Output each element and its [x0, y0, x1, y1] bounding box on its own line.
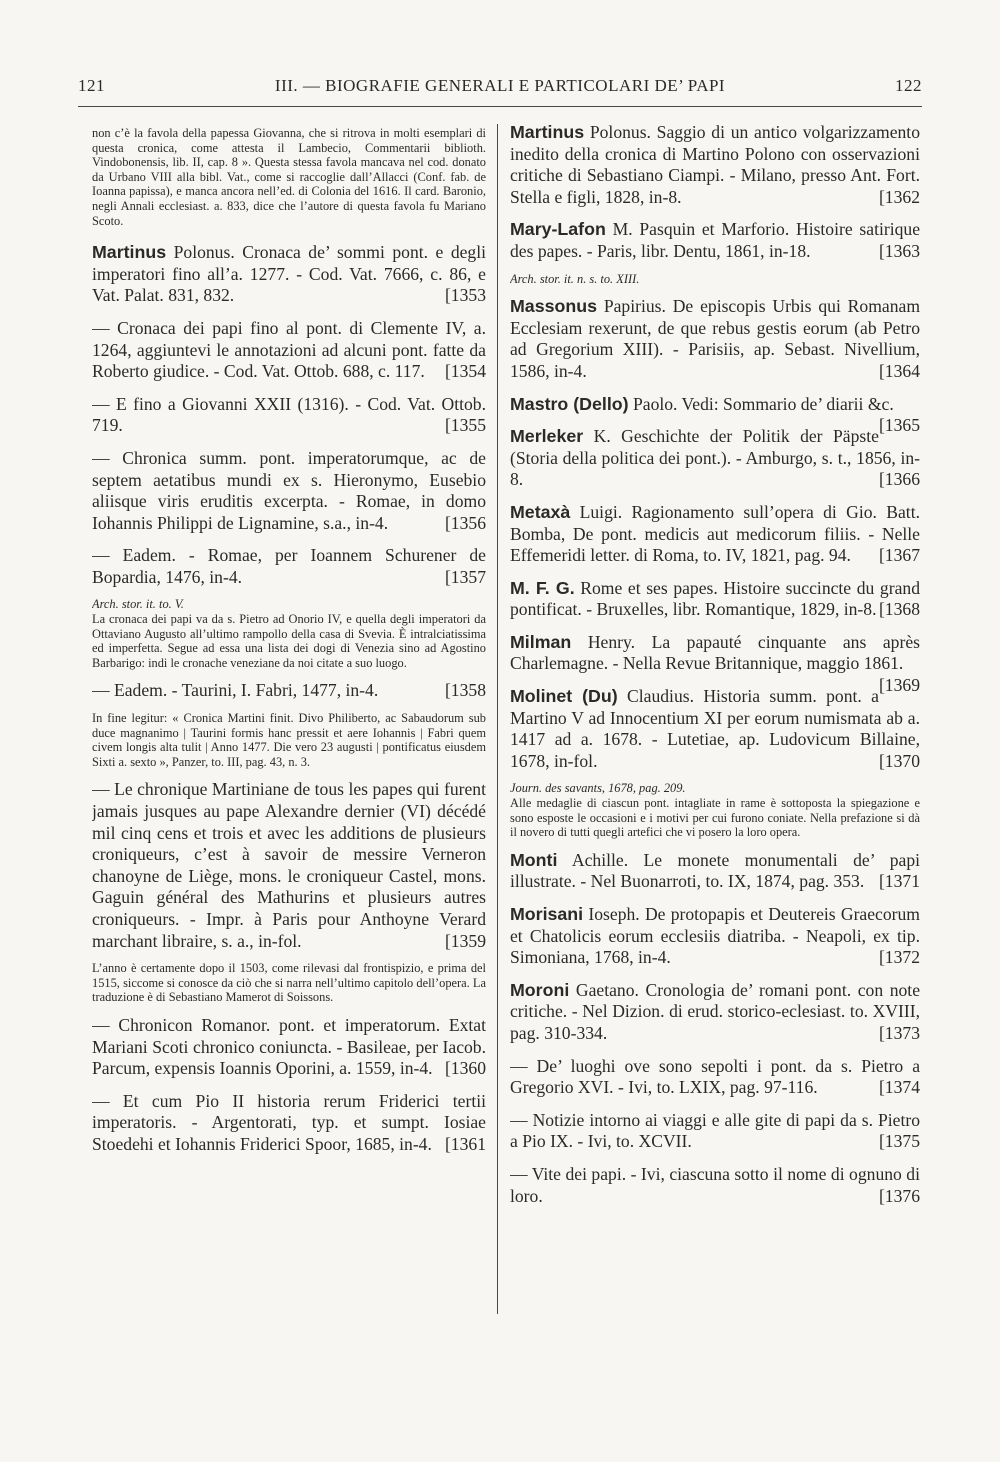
- entry-number: [1369: [878, 675, 920, 696]
- entry-number: [1370: [878, 750, 920, 771]
- entry-text: — Chronicon Romanor. pont. et imperatorum. Extat Mariani Scoti chronico coniuncta. - Basileae, per Iacob. Parcum, expensis Ioannis Oporini, a. 1559, in-4.: [92, 1014, 486, 1079]
- entry-text: M. Pasquin et Marforio. Histoire satirique des papes. - Paris, libr. Dentu, 1861, in-18.: [510, 219, 920, 261]
- entry-author: Morisani: [510, 904, 584, 924]
- entry-number: [1356: [444, 512, 486, 533]
- left-column: [92, 122, 486, 1342]
- entry-text: — Chronica summ. pont. imperatorumque, ac de septem aetatibus mundi ex s. Hieronymo, Eusebio aliisque viris eruditis excerpta. - Romae, in domo Iohannis Philippi de Lignamine, s.a., in-4.: [92, 447, 486, 533]
- entry-number: [1362: [878, 186, 920, 207]
- bibliography-entry: [510, 393, 920, 436]
- entry-author: Metaxà: [510, 501, 571, 522]
- entry-text: Claudius. Historia summ. pont. a Martino V ad Innocentium XI per eorum numismata ab a. 1417 ad a. 1678. - Lutetiae, ap. Ludovicum Billaine, 1678, in-fol.: [510, 686, 920, 771]
- bibliography-entry: [92, 1091, 486, 1156]
- entry-number: [1355: [444, 415, 486, 436]
- entry-note-text: La cronaca dei papi va da s. Pietro ad Onorio IV, e quella degli imperatori da Ottaviano Augusto all’ultimo rampollo della casa di Svevia. È intralciatissima ed imperfetta. Segue ad essa una lista dei dogi di Venezia sino ad Agostino Barbarigo: indi le cronache veneziane da noi citate a suo luogo.: [92, 612, 486, 670]
- bibliography-entry: [510, 980, 920, 1045]
- entry-reference: Journ. des savants, 1678, pag. 209.: [510, 781, 686, 796]
- bibliography-entry: [92, 242, 486, 307]
- entry-text: Ioseph. De protopapis et Deutereis Graecorum et Chatolicis eorum ecclesiis diatriba. - Neapoli, ex tip. Simoniana, 1768, in-4.: [510, 904, 920, 968]
- entry-text: — Et cum Pio II historia rerum Friderici tertii imperatoris. - Argentorati, typ. et sumpt. Iosiae Stoedehi et Iohannis Friderici Spoor, 1685, in-4.: [92, 1090, 486, 1154]
- bibliography-entry: [510, 1164, 920, 1207]
- entry-author: Mary-Lafon: [510, 219, 606, 240]
- bibliography-entry: [92, 1015, 486, 1080]
- bibliography-entry: [510, 296, 920, 382]
- entry-number: [1354: [444, 361, 486, 382]
- entry-note-text: Alle medaglie di ciascun pont. intagliate in rame è sottoposta la spiegazione e sono esposte le occasioni e i motivi per cui furono coniate. Nella prefazione si dà il novero di tutti quegli artefici che vi posero la loro opera.: [510, 796, 920, 840]
- entry-author: Monti: [510, 849, 558, 870]
- entry-number: [1372: [878, 947, 920, 968]
- entry-author: Martinus: [92, 242, 167, 263]
- bibliography-entry: [510, 1056, 920, 1099]
- entry-text: Luigi. Ragionamento sull’opera di Gio. Batt. Bomba, De pont. medicis aut medicorum filiis. - Nelle Effemeridi letter. di Roma, to. IV, 1821, pag. 94.: [510, 501, 920, 566]
- bibliography-entry: [510, 1110, 920, 1153]
- column-divider: [497, 124, 498, 1314]
- header-rule: [78, 106, 922, 107]
- entry-text: — Le chronique Martiniane de tous les papes qui furent jamais jusques au pape Alexandre dernier (VI) décédé mil cinq cens et trois et avec les additions de plusieurs croniqueurs, c’est à savoir de messire Verneron chanoyne de Liège, mons. le croniqueur Castel, mons. Gaguin général des Mathurins et plusieurs autres croniqueurs. - Impr. à Paris pour Anthoyne Verard marchant libraire, s. a., in-fol.: [92, 779, 486, 951]
- entry-author: Molinet (Du): [510, 686, 618, 707]
- entry-text: Achille. Le monete monumentali de’ papi illustrate. - Nel Buonarroti, to. IX, 1874, pag. 353.: [510, 849, 920, 892]
- entry-number: [1363: [878, 240, 920, 261]
- entry-author: Martinus: [510, 122, 585, 142]
- bibliography-entry: [510, 904, 920, 969]
- entry-number: [1358: [444, 680, 486, 701]
- entry-text: — Cronaca dei papi fino al pont. di Clemente IV, a. 1264, aggiuntevi le annotazioni ad alcuni pont. fatte da Roberto giudice. - Cod. Vat. Ottob. 688, c. 117.: [92, 317, 486, 382]
- entry-number: [1375: [878, 1131, 920, 1152]
- entry-number: [1368: [878, 599, 920, 620]
- entry-number: [1365: [878, 415, 920, 436]
- entry-author: Merleker: [510, 426, 584, 447]
- left-entries: [92, 242, 486, 1155]
- entry-number: [1366: [878, 469, 920, 490]
- entry-number: [1376: [878, 1185, 920, 1206]
- running-title: III. — BIOGRAFIE GENERALI E PARTICOLARI DE’ PAPI: [274, 76, 726, 95]
- entry-text: — E fino a Giovanni XXII (1316). - Cod. Vat. Ottob. 719.: [92, 393, 486, 436]
- entry-note-text: In fine legitur: « Cronica Martini finit. Divo Philiberto, ac Sabaudorum sub duce magnanimo | Taurini formis hanc pressit et aere Iohannis | Fabri quem civem longis alta tulit | Anno 1477. Die vero 23 augusti | pontificatus eiusdem Sixti a. sexto », Panzer, to. III, pag. 43, n. 3.: [92, 711, 486, 769]
- entry-number: [1364: [878, 360, 920, 381]
- page-number-left: 121: [78, 76, 105, 95]
- entry-note: [510, 781, 920, 839]
- entry-number: [1373: [878, 1022, 920, 1043]
- entry-author: Massonus: [510, 296, 597, 317]
- entry-text: — De’ luoghi ove sono sepolti i pont. da s. Pietro a Gregorio XVI. - Ivi, to. LXIX, pag. 97-116.: [510, 1055, 920, 1098]
- entry-author: M. F. G.: [510, 577, 575, 598]
- entry-text: Henry. La papauté cinquante ans après Charlemagne. - Nella Revue Britannique, maggio 1861.: [510, 631, 920, 674]
- bibliography-entry: [510, 686, 920, 772]
- entry-text: Gaetano. Cronologia de’ romani pont. con note critiche. - Nel Dizion. di erud. storico-eclesiast. to. XVIII, pag. 310-334.: [510, 979, 920, 1043]
- entry-number: [1371: [878, 871, 920, 892]
- bibliography-entry: [92, 318, 486, 383]
- bibliography-entry: [510, 631, 920, 696]
- entry-text: Paolo. Vedi: Sommario de’ diarii &c.: [632, 393, 894, 414]
- entry-text: — Eadem. - Romae, per Ioannem Schurener de Bopardia, 1476, in-4.: [92, 545, 486, 587]
- entry-number: [1353: [444, 285, 486, 306]
- bibliography-entry: [92, 545, 486, 588]
- continued-note: non c’è la favola della papessa Giovanna, che si ritrova in molti esemplari di questa cronica, come attesta il Lambecio, Commentarii biblioth. Vindobonensis, lib. II, cap. 8 ». Questa stessa favola mancava nel cod. donato da Urbano VIII alla bibl. Vat., come si raccoglie dall’Allacci (Conf. fab. de Ioanna papissa), e manca ancora nell’ed. di Colonia del 1616. Il card. Baronio, negli Annali ecclesiast. a. 833, dice che l’autore di questa favola fu Mariano Scoto.: [92, 126, 486, 228]
- entry-text: Polonus. Saggio di un antico volgarizzamento inedito della cronica di Martino Polono con osservazioni critiche di Sebastiano Ciampi. - Milano, presso Ant. Fort. Stella e figli, 1828, in-8.: [510, 122, 920, 207]
- bibliography-entry: [510, 578, 920, 621]
- entry-text: Polonus. Cronaca de’ sommi pont. e degli imperatori fino all’a. 1277. - Cod. Vat. 7666, c. 86, e Vat. Palat. 831, 832.: [92, 242, 486, 306]
- entry-text: K. Geschichte der Politik der Päpste (Storia della politica dei pont.). - Amburgo, s. t., 1856, in-8.: [510, 426, 920, 490]
- bibliography-entry: [92, 779, 486, 952]
- entry-note: [92, 961, 486, 1005]
- entry-reference: Arch. stor. it. n. s. to. XIII.: [510, 271, 640, 286]
- entry-number: [1357: [444, 566, 486, 587]
- entry-number: [1359: [444, 930, 486, 951]
- entry-note: [92, 597, 486, 670]
- entry-text: — Notizie intorno ai viaggi e alle gite di papi da s. Pietro a Pio IX. - Ivi, to. XCVII.: [510, 1109, 920, 1152]
- entry-number: [1361: [444, 1133, 486, 1154]
- right-column: [510, 122, 920, 1342]
- entry-text: — Vite dei papi. - Ivi, ciascuna sotto il nome di ognuno di loro.: [510, 1163, 920, 1206]
- bibliography-entry: [510, 850, 920, 893]
- bibliography-entry: [510, 219, 920, 262]
- entry-note: [510, 272, 920, 287]
- entry-author: Mastro (Dello): [510, 393, 629, 414]
- bibliography-entry: [92, 394, 486, 437]
- right-entries: [510, 122, 920, 1207]
- entry-number: [1374: [878, 1077, 920, 1098]
- entry-note: [92, 711, 486, 769]
- entry-text: Papirius. De episcopis Urbis qui Romanam Ecclesiam rexerunt, de que rebus gestis eorum (ab Petro ad Gregorium XIII). - Parisiis, ap. Sebast. Nivellium, 1586, in-4.: [510, 296, 920, 381]
- entry-author: Moroni: [510, 979, 570, 1000]
- bibliography-entry: [92, 448, 486, 534]
- bibliography-entry: [92, 680, 486, 702]
- entry-author: Milman: [510, 631, 572, 652]
- entry-text: Rome et ses papes. Histoire succincte du grand pontificat. - Bruxelles, libr. Romantique, 1829, in-8.: [510, 577, 920, 620]
- bibliography-entry: [510, 426, 920, 491]
- bibliography-entry: [510, 502, 920, 567]
- page-number-right: 122: [895, 76, 922, 95]
- entry-note-text: L’anno è certamente dopo il 1503, come rilevasi dal frontispizio, e prima del 1515, siccome si conosce da ciò che si narra nell’ultimo capitolo dell’opera. La traduzione è di Sebastiano Mamerot di Soissons.: [92, 961, 486, 1005]
- entry-number: [1367: [878, 545, 920, 566]
- bibliography-entry: [510, 122, 920, 208]
- entry-text: — Eadem. - Taurini, I. Fabri, 1477, in-4.: [92, 680, 379, 701]
- page-header: [78, 76, 922, 100]
- entry-reference: Arch. stor. it. to. V.: [92, 597, 184, 612]
- entry-number: [1360: [444, 1058, 486, 1079]
